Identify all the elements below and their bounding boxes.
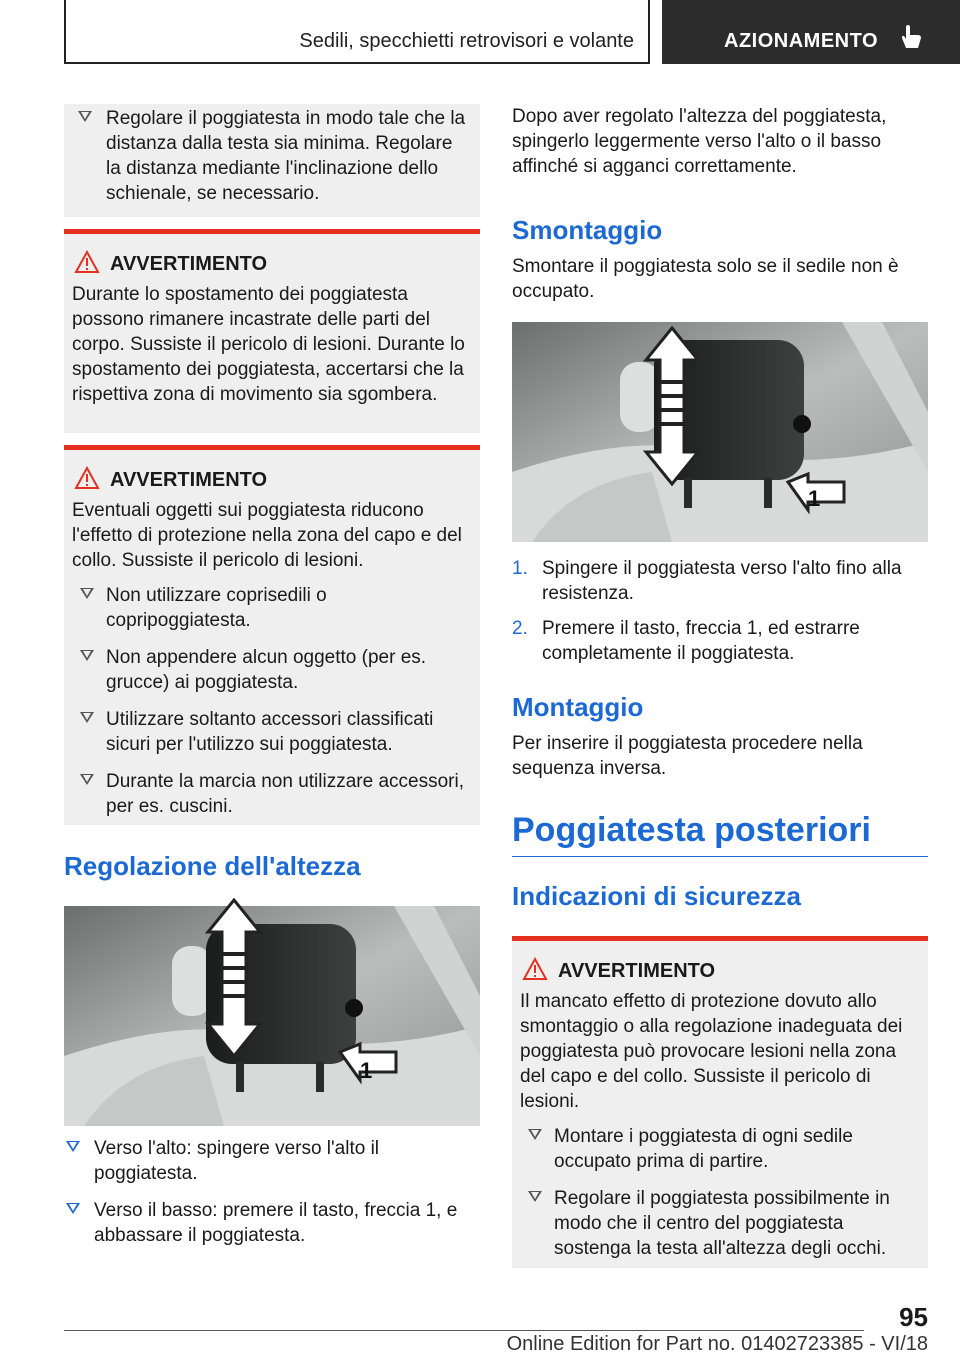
warning-text: Durante lo spostamento dei poggiatesta possono rimanere incastrate delle parti del corpo. Sussiste il pericolo di lesioni. Durante lo spostamento dei poggiatesta, accertarsi che la rispettiva zona di movimento sia sgombera. [72,284,465,405]
list-item: Verso il basso: premere il tasto, freccia 1, e abbassare il poggiatesta. [64,1198,480,1248]
list-item: Regolare il poggiatesta in modo tale che la distanza dalla testa sia minima. Regolare la distanza mediante l'inclinazione dello schienale, se necessario. [64,106,472,206]
warning-triangle-icon [522,957,548,981]
header-section-box [64,0,650,64]
warning-text: Il mancato effetto di protezione dovuto allo smontaggio o alla regolazione inadeguata dei poggiatesta può provocare lesioni nella zona del capo e del collo. Sussiste il pericolo di lesioni. [520,991,903,1112]
warning-title: AVVERTIMENTO [558,959,920,983]
right-column [512,104,928,1268]
intro-text: Dopo aver regolato l'altezza del poggiatesta, spingerlo leggermente verso l'alto o il basso affinché si agganci correttamente. [512,106,887,177]
up-down-arrow-icon [642,326,702,486]
warning-box [64,445,480,825]
mount-text: Per inserire il poggiatesta procedere nella sequenza inversa. [512,733,863,779]
photo-label: 1 [808,486,821,511]
warning-title: AVVERTIMENTO [110,468,472,492]
section-heading: Smontaggio [512,215,663,245]
triangle-bullet-icon [80,588,94,599]
list-item: 2. Premere il tasto, freccia 1, ed estrarre completamente il poggiatesta. [512,618,860,664]
remove-text: Smontare il poggiatesta solo se il sedile non è occupato. [512,256,899,302]
list-item: 1. Spingere il poggiatesta verso l'alto fino alla resistenza. [512,558,902,604]
section-heading: Regolazione dell'altezza [64,851,361,881]
list-item: Non appendere alcun oggetto (per es. grucce) ai poggiatesta. [72,645,472,695]
triangle-bullet-icon [80,650,94,661]
header-chapter-title: AZIONAMENTO [724,30,879,52]
footer-edition: Online Edition for Part no. 01402723385 - VI/18 [506,1333,928,1355]
triangle-bullet-icon [80,712,94,723]
list-item: Montare i poggiatesta di ogni sedile occupato prima di partire. [520,1124,920,1174]
warning-text: Eventuali oggetti sui poggiatesta riducono l'effetto di protezione nella zona del capo e del collo. Sussiste il pericolo di lesioni. [72,500,462,571]
left-column [64,104,480,1260]
triangle-bullet-icon [80,774,94,785]
hand-pointer-icon [896,24,926,54]
section-heading: Indicazioni di sicurezza [512,881,801,911]
section-heading: Montaggio [512,692,644,722]
footer-divider [64,1330,864,1331]
triangle-bullet-icon [528,1129,542,1140]
up-down-arrow-icon [204,898,264,1058]
list-item: Utilizzare soltanto accessori classificati sicuri per l'utilizzo sui poggiatesta. [72,707,472,757]
list-item: Non utilizzare coprisedili o copripoggiatesta. [72,583,472,633]
height-list [64,1136,480,1248]
header-section-title: Sedili, specchietti retrovisori e volante [299,30,634,52]
triangle-bullet-icon [78,111,92,122]
triangle-bullet-icon [66,1203,80,1214]
triangle-bullet-icon [528,1191,542,1202]
triangle-bullet-icon [66,1141,80,1152]
list-item: Verso l'alto: spingere verso l'alto il poggiatesta. [64,1136,480,1186]
list-item: Durante la marcia non utilizzare accessori, per es. cuscini. [72,769,472,819]
steps-list [512,556,928,666]
warning-triangle-icon [74,466,100,490]
intro-box [64,104,480,217]
chapter-heading: Poggiatesta posteriori [512,811,928,857]
page-number: 95 [899,1302,928,1332]
list-item: Regolare il poggiatesta possibilmente in modo che il centro del poggiatesta sostenga la testa all'altezza degli occhi. [520,1186,920,1261]
warning-triangle-icon [74,250,100,274]
warning-title: AVVERTIMENTO [110,252,472,276]
warning-box [512,936,928,1268]
headrest-photo [512,322,928,542]
warning-box [64,229,480,433]
headrest-photo [64,906,480,1126]
header-chapter-tab [662,0,960,64]
photo-label: 1 [360,1058,373,1083]
